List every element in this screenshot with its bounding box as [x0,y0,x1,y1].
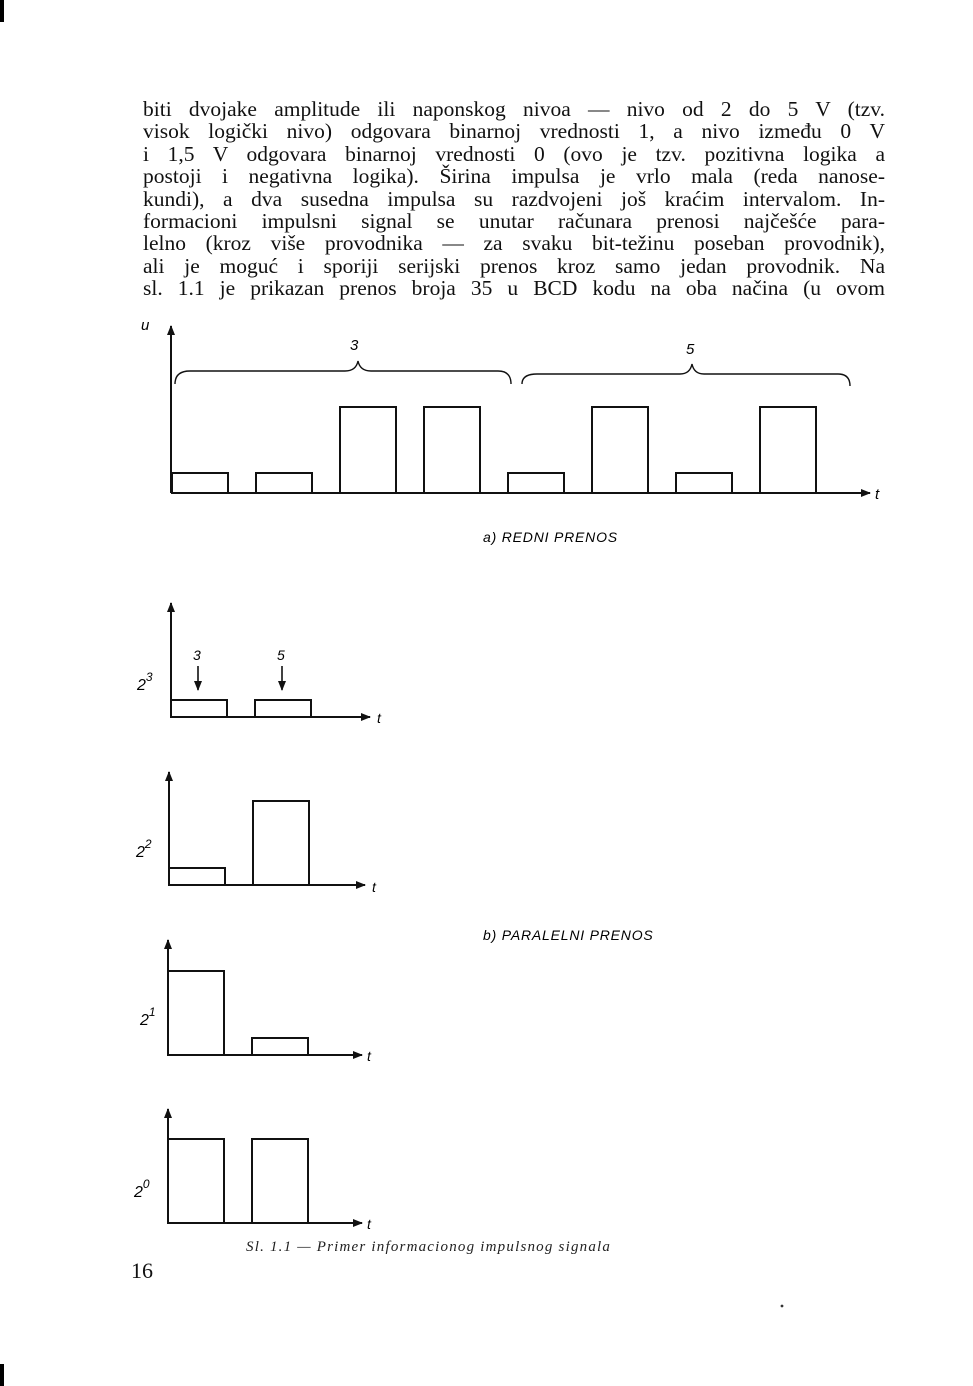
serial-pulse-high [340,407,396,493]
channel-2-3-pulses [171,700,311,717]
parallel-pulse-high [168,971,224,1055]
parallel-channel-2-1 [139,940,372,1064]
serial-y-axis-label: u [141,317,150,334]
parallel-pulse-low [169,868,225,885]
serial-pulse-low [508,473,564,493]
brace-label-3: 3 [350,337,359,354]
serial-pulse-high [760,407,816,493]
text-line: postoji i negativna logika). Širina impulsa je vrlo mala (reda nanose- [143,164,885,189]
parallel-pulse-high [168,1139,224,1223]
text-line: ali je moguć i sporiji serijski prenos kroz samo jedan provodnik. Na [143,253,885,278]
parallel-pulse-high [253,801,309,885]
serial-pulse-train [172,407,816,493]
text-line: kundi), a dva susedna impulsa su razdvojeni još kraćim intervalom. In- [143,186,885,211]
scan-dust-speck [781,1305,784,1308]
parallel-pulse-low [255,700,311,717]
digit-label-3: 3 [193,647,201,663]
channel-2-1-pulses [168,971,308,1055]
serial-pulse-high [592,407,648,493]
parallel-channel-2-2 [135,772,377,895]
text-line: sl. 1.1 je prikazan prenos broja 35 u BCD kodu na oba načina (u ovom [143,276,885,301]
text-line: i 1,5 V odgovara binarnoj vrednosti 0 (ovo je tzv. pozitivna logika a [143,141,885,166]
serial-pulse-low [676,473,732,493]
figure-caption: Sl. 1.1 — Primer informacionog impulsnog signala [246,1239,612,1255]
channel-2-0-pulses [168,1139,308,1223]
serial-diagram [141,317,880,503]
parallel-caption: b) PARALELNI PRENOS [483,927,654,943]
serial-x-axis-label: t [875,486,880,503]
text-line: biti dvojake amplitude ili naponskog nivoa — nivo od 2 do 5 V (tzv. [143,97,885,121]
text-line: lelno (kroz više provodnika — za svaku bit-težinu poseban provodnik), [143,231,885,256]
serial-pulse-low [172,473,228,493]
channel-2-2-weight-label: $2^2$ [136,837,152,861]
text-line: formacioni impulsni signal se unutar računara prenosi najčešće para- [143,209,885,234]
serial-caption: a) REDNI PRENOS [483,529,618,545]
parallel-pulse-low [171,700,227,717]
channel-2-2-x-label: t [372,879,376,895]
channel-2-3-x-label: t [377,710,381,726]
serial-pulse-high [424,407,480,493]
channel-2-0-weight-label: $2^0$ [134,1177,150,1201]
serial-pulse-low [256,473,312,493]
channel-2-3-weight-label: $2^3$ [137,670,153,694]
text-line: visok logički nivo) odgovara binarnoj vrednosti 1, a nivo između 0 V [143,119,885,144]
channel-2-1-x-label: t [367,1048,371,1064]
channel-2-0-x-label: t [367,1216,371,1232]
parallel-channel-2-3 [136,603,382,726]
parallel-channel-2-0 [133,1109,372,1232]
channel-2-2-pulses [169,801,309,885]
brace-label-5: 5 [686,341,695,358]
brace-digit-3 [175,361,511,384]
parallel-pulse-high [252,1139,308,1223]
page-number: 16 [131,1258,153,1283]
digit-label-5: 5 [277,647,285,663]
brace-digit-5 [522,364,850,386]
channel-2-1-weight-label: $2^1$ [140,1005,156,1029]
parallel-pulse-low [252,1038,308,1055]
